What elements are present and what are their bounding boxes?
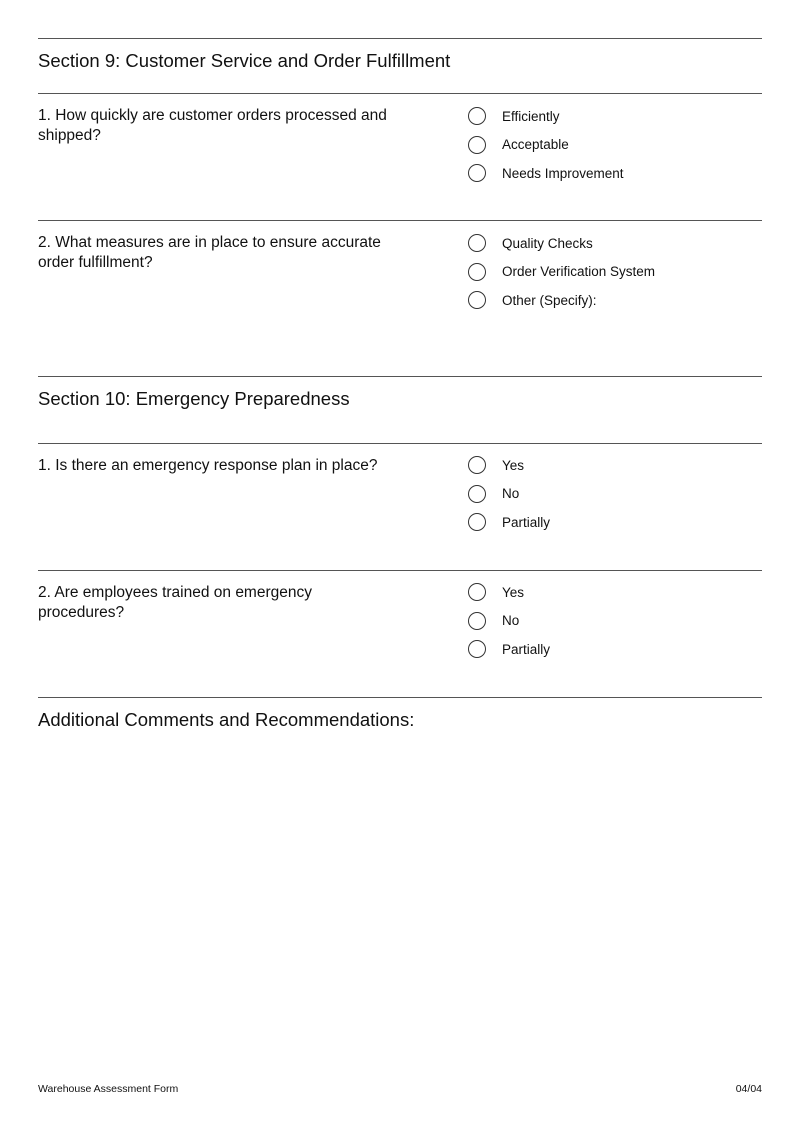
radio-circle-icon[interactable] bbox=[468, 136, 486, 154]
radio-circle-icon[interactable] bbox=[468, 612, 486, 630]
radio-option[interactable] bbox=[468, 102, 624, 131]
question-text: 2. What measures are in place to ensure accurate order fulfillment? bbox=[38, 234, 381, 271]
option-label: Yes bbox=[502, 457, 525, 473]
radio-circle-icon[interactable] bbox=[468, 513, 486, 531]
divider bbox=[38, 443, 762, 444]
radio-circle-icon[interactable] bbox=[468, 640, 486, 658]
radio-option[interactable] bbox=[468, 635, 550, 664]
radio-group bbox=[468, 102, 624, 188]
question-text: 1. Is there an emergency response plan in place? bbox=[38, 457, 378, 474]
radio-option[interactable] bbox=[468, 229, 655, 258]
radio-option[interactable] bbox=[468, 578, 550, 607]
divider bbox=[38, 570, 762, 571]
radio-group bbox=[468, 451, 550, 537]
option-label: Acceptable bbox=[502, 137, 569, 153]
radio-circle-icon[interactable] bbox=[468, 485, 486, 503]
option-label: Partially bbox=[502, 514, 551, 530]
radio-option[interactable] bbox=[468, 451, 550, 480]
radio-circle-icon[interactable] bbox=[468, 164, 486, 182]
section-9-title: Section 9: Customer Service and Order Fulfillment bbox=[38, 50, 451, 71]
radio-option[interactable] bbox=[468, 508, 550, 537]
divider bbox=[38, 376, 762, 377]
radio-option[interactable] bbox=[468, 258, 655, 287]
question-text: 2. Are employees trained on emergency procedures? bbox=[38, 584, 312, 621]
section-10-title: Section 10: Emergency Preparedness bbox=[38, 388, 350, 409]
divider bbox=[38, 697, 762, 698]
radio-circle-icon[interactable] bbox=[468, 107, 486, 125]
radio-option[interactable] bbox=[468, 159, 624, 188]
radio-option[interactable] bbox=[468, 607, 550, 636]
radio-option[interactable] bbox=[468, 131, 624, 160]
option-label: Needs Improvement bbox=[502, 165, 624, 181]
radio-group bbox=[468, 578, 550, 664]
divider bbox=[38, 220, 762, 221]
radio-circle-icon[interactable] bbox=[468, 234, 486, 252]
divider bbox=[38, 38, 762, 39]
option-label: Quality Checks bbox=[502, 235, 593, 251]
option-label: Other (Specify): bbox=[502, 292, 597, 308]
question-text: 1. How quickly are customer orders processed and shipped? bbox=[38, 107, 387, 144]
option-label: Yes bbox=[502, 584, 525, 600]
radio-circle-icon[interactable] bbox=[468, 456, 486, 474]
option-label: Order Verification System bbox=[502, 264, 656, 280]
radio-group bbox=[468, 229, 655, 315]
divider bbox=[38, 93, 762, 94]
option-label: No bbox=[502, 486, 520, 502]
radio-circle-icon[interactable] bbox=[468, 291, 486, 309]
comments-title: Additional Comments and Recommendations: bbox=[38, 709, 415, 730]
radio-circle-icon[interactable] bbox=[468, 263, 486, 281]
radio-circle-icon[interactable] bbox=[468, 583, 486, 601]
footer-page-number: 04/04 bbox=[735, 1083, 762, 1095]
option-label: No bbox=[502, 613, 520, 629]
option-label: Efficiently bbox=[502, 108, 560, 124]
footer-form-name: Warehouse Assessment Form bbox=[38, 1083, 179, 1095]
radio-option[interactable] bbox=[468, 286, 655, 315]
option-label: Partially bbox=[502, 641, 551, 657]
radio-option[interactable] bbox=[468, 480, 550, 509]
